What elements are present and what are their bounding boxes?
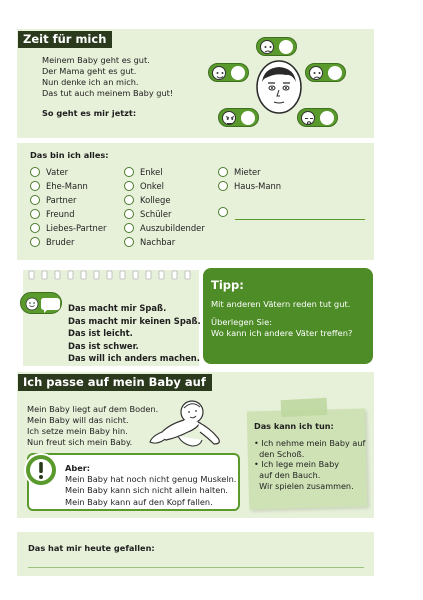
intro-line: Meinem Baby geht es gut. <box>42 55 150 65</box>
speech-line: Das ist schwer. <box>68 340 139 351</box>
role-label: Auszubildender <box>140 223 205 233</box>
role-option[interactable] <box>30 209 75 219</box>
radio-circle[interactable] <box>124 237 134 247</box>
happy-face-icon <box>212 66 226 80</box>
aber-line: Mein Baby hat noch nicht genug Muskeln. <box>65 474 237 485</box>
speech-line: Das ist leicht. <box>68 328 133 338</box>
baby-line: Nun freut sich mein Baby. <box>27 437 133 447</box>
notepad-spiral <box>26 265 198 275</box>
intro-line: Das tut auch meinem Baby gut! <box>42 88 174 98</box>
role-label: Bruder <box>46 237 75 247</box>
radio-circle[interactable] <box>124 223 134 233</box>
mood-worried-option[interactable] <box>256 37 297 56</box>
radio-circle[interactable] <box>218 181 228 191</box>
mood-sad-option[interactable] <box>305 63 346 82</box>
radio-circle[interactable] <box>218 167 228 177</box>
role-option[interactable] <box>124 195 170 205</box>
radio-circle[interactable] <box>30 209 40 219</box>
radio-circle[interactable] <box>124 195 134 205</box>
baby-line: Mein Baby will das nicht. <box>27 415 129 425</box>
radio-circle[interactable] <box>124 167 134 177</box>
tipp-box <box>203 268 373 364</box>
role-option[interactable] <box>30 237 74 247</box>
radio-circle[interactable] <box>124 181 134 191</box>
note-item: • Ich nehme mein Baby auf <box>254 437 366 448</box>
tipp-question-2: Wo kann ich andere Väter treffen? <box>211 328 353 338</box>
section-gefallen <box>17 532 374 576</box>
radio-circle[interactable] <box>30 223 40 233</box>
role-label: Enkel <box>140 167 163 177</box>
worried-face-icon <box>260 40 274 54</box>
section-title-zeit: Zeit für mich <box>18 31 112 48</box>
role-option[interactable] <box>30 195 76 205</box>
tired-face-icon <box>301 111 315 125</box>
role-label: Nachbar <box>140 237 176 247</box>
role-option[interactable] <box>30 223 106 233</box>
role-label: Freund <box>46 209 75 219</box>
role-label: Mieter <box>234 167 261 177</box>
aber-title: Aber: <box>65 463 91 473</box>
role-label: Partner <box>46 195 77 205</box>
role-label: Vater <box>46 167 69 177</box>
aber-line: Mein Baby kann sich nicht allein halten. <box>65 485 229 496</box>
tipp-text: Mit anderen Vätern reden tut gut. <box>211 299 351 309</box>
crawling-baby-icon <box>148 398 228 450</box>
baby-line: Mein Baby liegt auf dem Boden. <box>27 404 159 414</box>
role-label: Haus-Mann <box>234 181 282 191</box>
father-face-icon <box>256 60 302 115</box>
role-option[interactable] <box>124 223 205 233</box>
speech-bubble-icon <box>20 292 62 314</box>
role-option-custom[interactable] <box>218 207 228 217</box>
sad-face-icon <box>309 66 323 80</box>
speech-lines <box>68 302 201 365</box>
radio-circle[interactable] <box>218 207 228 217</box>
intro-line: Nun denke ich an mich. <box>42 77 139 87</box>
role-label: Onkel <box>140 181 164 191</box>
role-option[interactable] <box>124 167 163 177</box>
angry-face-icon <box>222 111 236 125</box>
radio-circle[interactable] <box>30 237 40 247</box>
note-item: auf den Bauch. <box>254 470 321 481</box>
tipp-question-1: Überlegen Sie: <box>211 317 273 327</box>
gefallen-input-line[interactable] <box>28 567 364 568</box>
mood-question: So geht es mir jetzt: <box>42 108 137 118</box>
speech-line: Das will ich anders machen. <box>68 353 200 363</box>
role-label: Kollege <box>140 195 171 205</box>
baby-line: Ich setze mein Baby hin. <box>27 426 128 436</box>
intro-text <box>42 55 173 99</box>
note-item: den Schoß. <box>254 448 305 459</box>
section-title-baby: Ich passe auf mein Baby auf <box>18 374 212 391</box>
role-option[interactable] <box>124 181 164 191</box>
role-label: Ehe-Mann <box>46 181 88 191</box>
mood-angry-option[interactable] <box>218 108 259 127</box>
custom-role-input-line[interactable] <box>235 219 365 220</box>
speech-line: Das macht mir Spaß. <box>68 303 167 313</box>
intro-line: Der Mama geht es gut. <box>42 66 137 76</box>
mood-tired-option[interactable] <box>297 108 338 127</box>
role-label: Schüler <box>140 209 172 219</box>
section-title-gefallen: Das hat mir heute gefallen: <box>28 543 155 553</box>
role-option[interactable] <box>124 209 171 219</box>
radio-circle[interactable] <box>30 181 40 191</box>
note-item: • Ich lege mein Baby <box>254 459 340 470</box>
role-option[interactable] <box>30 167 68 177</box>
speech-line: Das macht mir keinen Spaß. <box>68 315 201 326</box>
radio-circle[interactable] <box>30 167 40 177</box>
role-option[interactable] <box>124 237 175 247</box>
role-option[interactable] <box>218 167 261 177</box>
tipp-title: Tipp: <box>211 278 244 292</box>
aber-text <box>65 463 236 508</box>
section-title-das-bin-ich: Das bin ich alles: <box>30 150 109 160</box>
note-item: Wir spielen zusammen. <box>254 480 354 491</box>
aber-line: Mein Baby kann auf den Kopf fallen. <box>65 496 213 507</box>
role-label: Liebes-Partner <box>46 223 107 233</box>
warning-icon <box>24 453 58 487</box>
sticky-tape <box>281 398 328 417</box>
baby-text <box>27 404 158 448</box>
role-option[interactable] <box>218 181 281 191</box>
radio-circle[interactable] <box>30 195 40 205</box>
note-title: Das kann ich tun: <box>254 421 334 431</box>
note-content <box>254 421 365 492</box>
role-option[interactable] <box>30 181 88 191</box>
mood-happy-option[interactable] <box>208 63 249 82</box>
radio-circle[interactable] <box>124 209 134 219</box>
